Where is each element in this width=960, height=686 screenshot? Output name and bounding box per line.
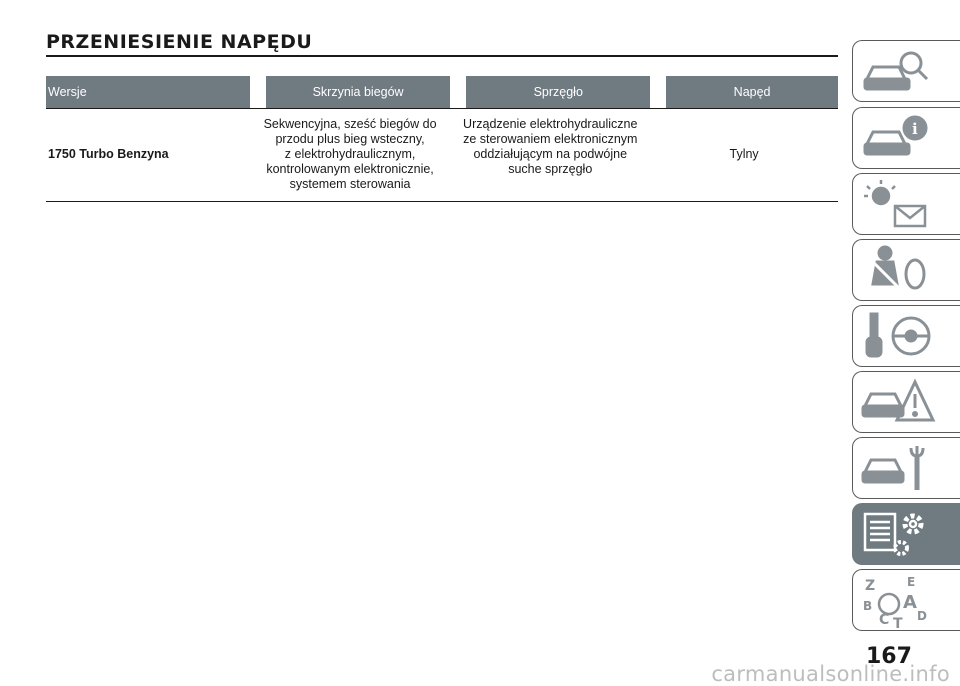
tab-car-info[interactable] bbox=[852, 107, 960, 169]
car-info-icon bbox=[859, 112, 939, 166]
alphabetical-index-icon bbox=[859, 574, 939, 628]
table-header-row bbox=[46, 76, 838, 108]
clutch-cell bbox=[450, 108, 650, 202]
version-cell: 1750 Turbo Benzyna bbox=[46, 108, 250, 202]
tab-technical-data[interactable] bbox=[852, 503, 960, 565]
tab-maintenance[interactable] bbox=[852, 437, 960, 499]
technical-data-gear-icon bbox=[859, 508, 939, 562]
column-header-clutch: Sprzęgło bbox=[450, 76, 650, 108]
tab-car-search[interactable] bbox=[852, 40, 960, 102]
gearbox-line: systemem sterowania bbox=[289, 177, 411, 191]
gearbox-line: Sekwencyjna, sześć biegów do bbox=[263, 117, 437, 131]
svg-text:i: i bbox=[912, 120, 918, 138]
car-search-icon bbox=[859, 45, 939, 99]
gearbox-line: przodu plus bieg wsteczny, bbox=[275, 132, 425, 146]
tab-starting-driving[interactable] bbox=[852, 305, 960, 367]
svg-text:B: B bbox=[863, 599, 873, 613]
svg-text:A: A bbox=[903, 592, 917, 613]
watermark-text: carmanualsonline.info bbox=[711, 662, 950, 686]
svg-text:Z: Z bbox=[865, 578, 876, 594]
tab-index[interactable] bbox=[852, 569, 960, 631]
tab-emergency[interactable] bbox=[852, 371, 960, 433]
car-maintenance-icon bbox=[859, 442, 939, 496]
warning-light-message-icon bbox=[859, 178, 939, 232]
clutch-line: ze sterowaniem elektronicznym bbox=[463, 132, 638, 146]
svg-text:T: T bbox=[893, 616, 903, 628]
title-divider bbox=[46, 55, 838, 57]
key-steering-wheel-icon bbox=[859, 310, 939, 364]
tab-safety[interactable] bbox=[852, 239, 960, 301]
svg-text:C: C bbox=[879, 612, 890, 628]
gearbox-line: kontrolowanym elektronicznie, bbox=[266, 162, 434, 176]
seatbelt-airbag-icon bbox=[859, 244, 939, 298]
gearbox-cell bbox=[250, 108, 450, 202]
gearbox-line: z elektrohydraulicznym, bbox=[284, 147, 416, 161]
clutch-line: suche sprzęgło bbox=[508, 162, 593, 176]
clutch-line: oddziałującym na podwójne bbox=[473, 147, 628, 161]
clutch-line: Urządzenie elektrohydrauliczne bbox=[463, 117, 638, 131]
column-header-gearbox: Skrzynia biegów bbox=[250, 76, 450, 108]
drive-cell: Tylny bbox=[650, 108, 838, 202]
car-emergency-icon bbox=[859, 376, 939, 430]
transmission-table bbox=[46, 76, 838, 202]
column-header-drive: Napęd bbox=[650, 76, 838, 108]
section-title: PRZENIESIENIE NAPĘDU bbox=[46, 31, 313, 53]
svg-text:E: E bbox=[907, 575, 916, 589]
tab-warning-lights[interactable] bbox=[852, 173, 960, 235]
column-header-versions: Wersje bbox=[46, 76, 250, 108]
table-row bbox=[46, 108, 838, 202]
page-number: 167 bbox=[866, 644, 912, 669]
svg-text:D: D bbox=[917, 609, 927, 623]
